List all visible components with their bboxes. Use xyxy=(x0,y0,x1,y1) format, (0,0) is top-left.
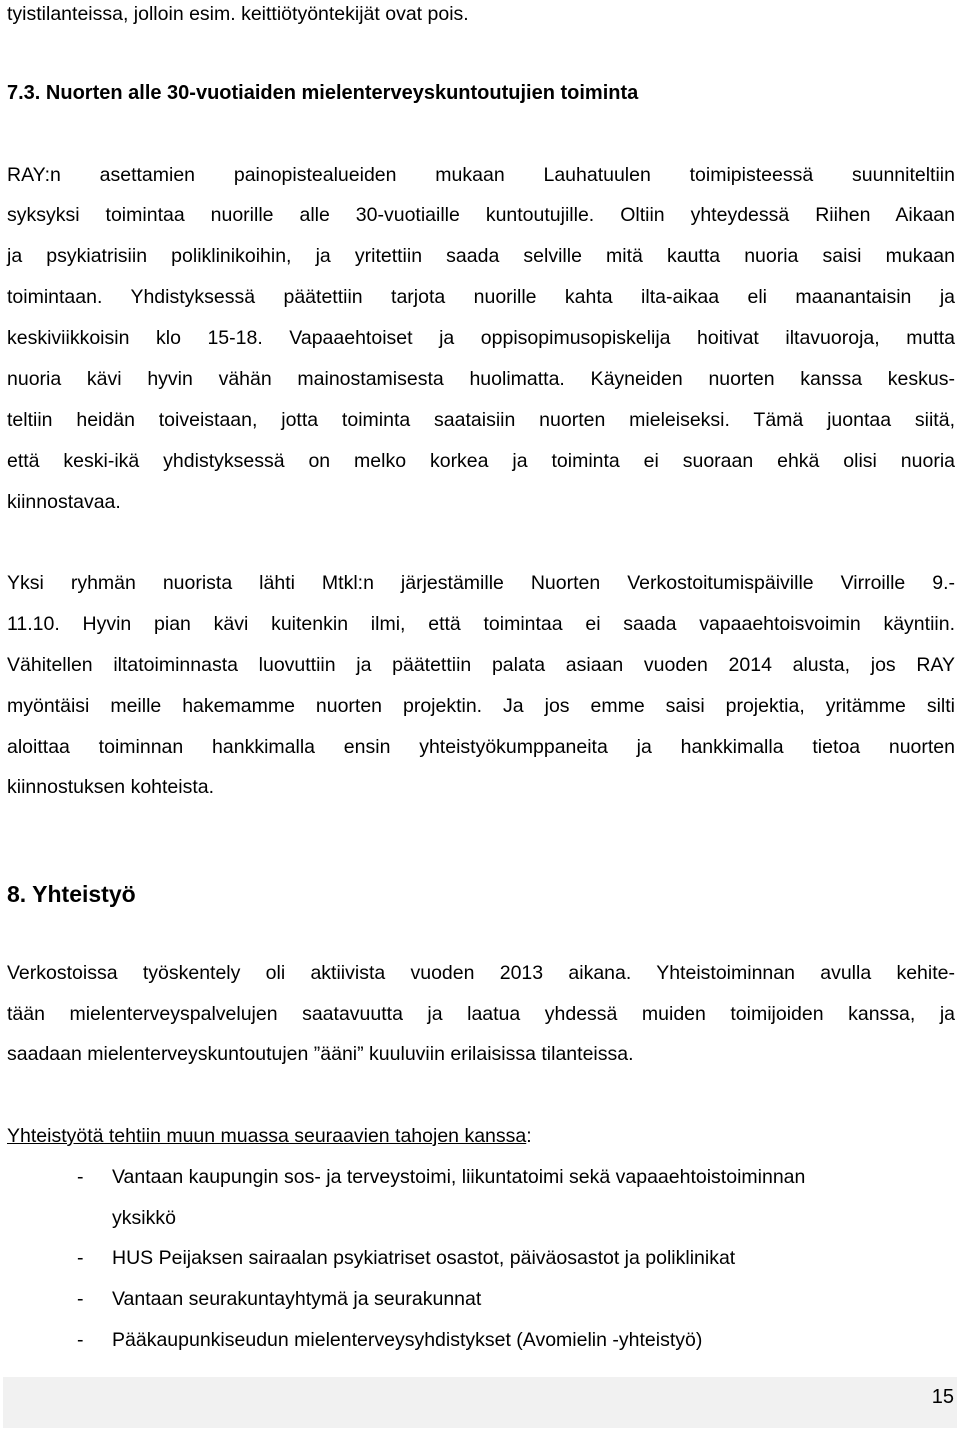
paragraph-line: RAY:n asettamien painopistealueiden mukaan Lauhatuulen toimipisteessä suunniteltiin xyxy=(7,164,955,186)
list-bullet: - xyxy=(77,1329,84,1351)
paragraph-line: tään mielenterveyspalvelujen saatavuutta ja laatua yhdessä muiden toimijoiden kanssa, ja xyxy=(7,1003,955,1025)
paragraph-line: ja psykiatrisiin poliklinikoihin, ja yritettiin saada selville mitä kautta nuoria saisi mukaan xyxy=(7,245,955,267)
paragraph-line: Verkostoissa työskentely oli aktiivista vuoden 2013 aikana. Yhteistoiminnan avulla kehite- xyxy=(7,962,955,984)
continued-text-line: tyistilanteissa, jolloin esim. keittiötyöntekijät ovat pois. xyxy=(7,3,469,25)
paragraph-line: kiinnostuksen kohteista. xyxy=(7,776,215,798)
list-bullet: - xyxy=(77,1166,84,1188)
list-intro-underlined: Yhteistyötä tehtiin muun muassa seuraavien tahojen kanssa xyxy=(7,1125,527,1147)
list-item-text: Vantaan kaupungin sos- ja terveystoimi, liikuntatoimi sekä vapaaehtoistoiminnan xyxy=(112,1166,806,1188)
list-item-text: HUS Peijaksen sairaalan psykiatriset osastot, päiväosastot ja poliklinikat xyxy=(112,1247,736,1269)
section-heading-7-3: 7.3. Nuorten alle 30-vuotiaiden mielenterveyskuntoutujien toiminta xyxy=(7,82,639,104)
paragraph-line: 11.10. Hyvin pian kävi kuitenkin ilmi, että toimintaa ei saada vapaaehtoisvoimin käyntiin. xyxy=(7,613,955,635)
list-item-text: Vantaan seurakuntayhtymä ja seurakunnat xyxy=(112,1288,482,1310)
paragraph-line: kiinnostavaa. xyxy=(7,491,121,513)
page-footer xyxy=(3,1377,957,1428)
page-number: 15 xyxy=(931,1386,954,1408)
list-item-text: yksikkö xyxy=(112,1207,176,1229)
list-bullet: - xyxy=(77,1288,84,1310)
paragraph-line: Vähitellen iltatoiminnasta luovuttiin ja päätettiin palata asiaan vuoden 2014 alusta, jos RAY xyxy=(7,654,955,676)
paragraph-line: saadaan mielenterveyskuntoutujen ”ääni” kuuluviin erilaisissa tilanteissa. xyxy=(7,1043,634,1065)
paragraph-line: toimintaan. Yhdistyksessä päätettiin tarjota nuorille kahta ilta-aikaa eli maanantaisin ja xyxy=(7,286,955,308)
section-heading-8: 8. Yhteistyö xyxy=(7,881,136,907)
list-intro xyxy=(7,1124,532,1148)
list-item-text: Pääkaupunkiseudun mielenterveysyhdistykset (Avomielin -yhteistyö) xyxy=(112,1329,703,1351)
list-intro-colon: : xyxy=(526,1125,532,1147)
paragraph-line: keskiviikkoisin klo 15-18. Vapaaehtoiset ja oppisopimusopiskelija hoitivat iltavuoroja, mutta xyxy=(7,327,955,349)
list-bullet: - xyxy=(77,1247,84,1269)
paragraph-line: nuoria kävi hyvin vähän mainostamisesta huolimatta. Käyneiden nuorten kanssa keskus- xyxy=(7,368,955,390)
paragraph-line: myöntäisi meille hakemamme nuorten projektin. Ja jos emme saisi projektia, yritämme silti xyxy=(7,695,955,717)
paragraph-line: syksyksi toimintaa nuorille alle 30-vuotiaille kuntoutujille. Oltiin yhteydessä Riihen Aikaan xyxy=(7,204,955,226)
paragraph-line: aloittaa toiminnan hankkimalla ensin yhteistyökumppaneita ja hankkimalla tietoa nuorten xyxy=(7,736,955,758)
paragraph-line: Yksi ryhmän nuorista lähti Mtkl:n järjestämille Nuorten Verkostoitumispäiville Virroille 9.- xyxy=(7,572,955,594)
paragraph-line: että keski-ikä yhdistyksessä on melko korkea ja toiminta ei suoraan ehkä olisi nuoria xyxy=(7,450,955,472)
paragraph-line: teltiin heidän toiveistaan, jotta toiminta saataisiin nuorten mieleiseksi. Tämä juontaa siitä, xyxy=(7,409,955,431)
